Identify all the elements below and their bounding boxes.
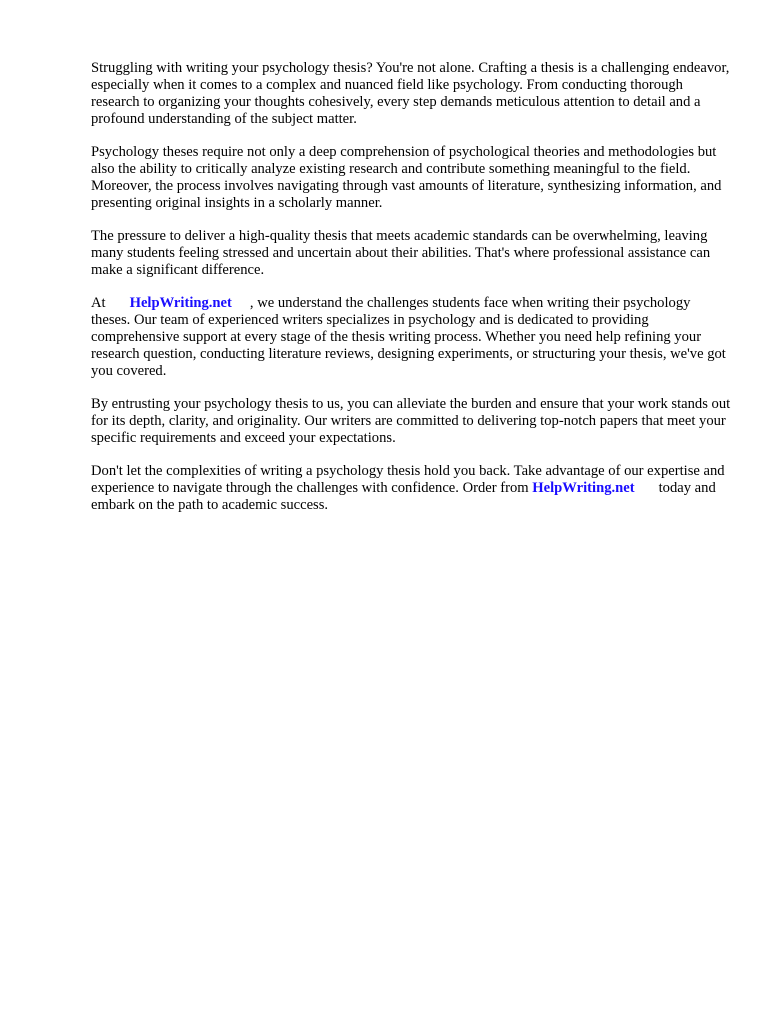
- paragraph-service-lead: At: [91, 295, 106, 311]
- paragraph-closing: [91, 463, 731, 514]
- paragraph-closing-rest: today and embark on the path to academic success.: [91, 480, 716, 513]
- helpwriting-link-closing[interactable]: HelpWriting.net: [532, 480, 635, 496]
- paragraph-service: [91, 295, 731, 380]
- helpwriting-link[interactable]: HelpWriting.net: [129, 295, 232, 311]
- document-page: [91, 60, 731, 530]
- paragraph-intro: Struggling with writing your psychology thesis? You're not alone. Crafting a thesis is a challenging endeavor, especially when it comes to a complex and nuanced field like psychology. From conducting thorough research to organizing your thoughts cohesively, every step demands meticulous attention to detail and a profound understanding of the subject matter.: [91, 60, 730, 127]
- paragraph-closing-lead: Don't let the complexities of writing a psychology thesis hold you back. Take advantage of our expertise and experience to navigate through the challenges with confidence. Order from: [91, 463, 725, 496]
- paragraph-pressure: The pressure to deliver a high-quality thesis that meets academic standards can be overwhelming, leaving many students feeling stressed and uncertain about their abilities. That's where professional assistance can make a significant difference.: [91, 228, 711, 278]
- paragraph-entrust: By entrusting your psychology thesis to us, you can alleviate the burden and ensure that your work stands out for its depth, clarity, and originality. Our writers are committed to delivering top-notch papers that meet your specific requirements and exceed your expectations.: [91, 396, 731, 446]
- paragraph-service-rest: , we understand the challenges students face when writing their psychology theses. Our team of experienced writers specializes in psychology and is dedicated to providing comprehensive support at every stage of the thesis writing process. Whether you need help refining your research question, conducting literature reviews, designing experiments, or structuring your thesis, we've got you covered.: [91, 295, 726, 379]
- paragraph-requirements: Psychology theses require not only a deep comprehension of psychological theories and methodologies but also the ability to critically analyze existing research and contribute something meaningful to the field. Moreover, the process involves navigating through vast amounts of literature, synthesizing information, and presenting original insights in a scholarly manner.: [91, 144, 722, 211]
